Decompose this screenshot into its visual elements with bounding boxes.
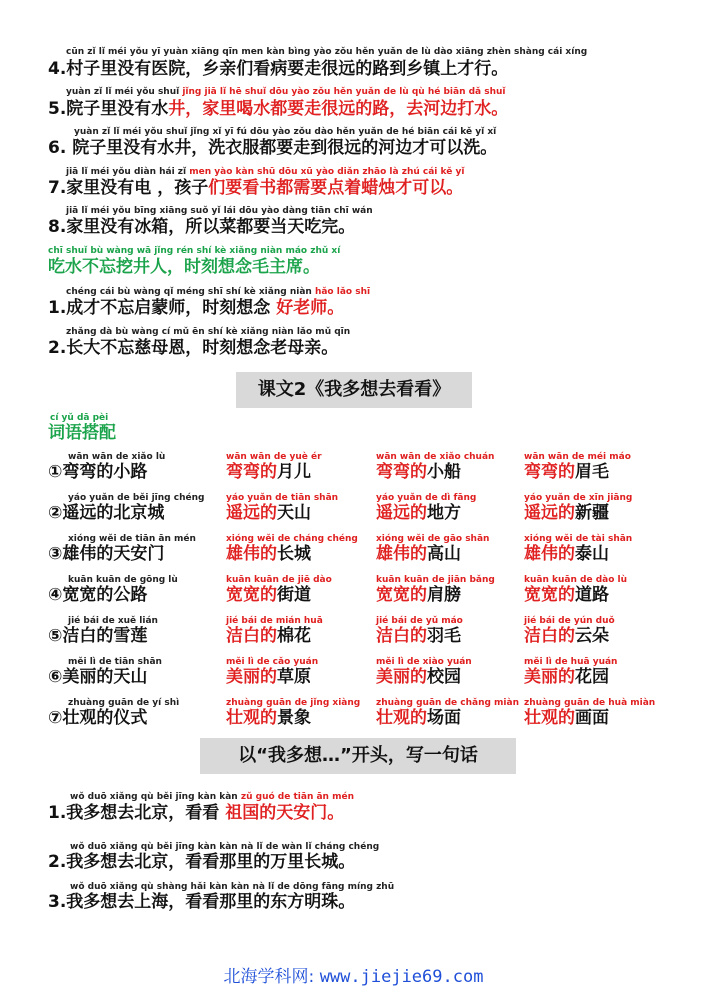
item-number: 3. [48,892,67,912]
pinyin: chéng cái bù wàng qǐ méng shī shí kè xiǎng niàn hǎo lǎo shī [66,287,371,297]
vocab-phrase [376,503,461,523]
vocab-pinyin: měi lì de cǎo yuán [226,657,319,667]
sentence-text: 院子里没有水 [66,99,169,119]
vocab-phrase [48,708,147,728]
phrase-modifier: 宽宽的 [524,585,575,605]
vocab-pinyin: xióng wěi de cháng chéng [226,534,358,544]
vocab-phrase [226,708,311,728]
vocab-pinyin: kuān kuān de gōng lù [68,575,178,585]
sentence-text: 长大不忘慈母恩，时刻想念老母亲。 [66,338,339,358]
phrase-noun: 场面 [427,708,461,728]
answer-text: 好老师。 [276,298,345,318]
vocab-pinyin: měi lì de huā yuán [524,657,618,667]
vocab-phrase [524,626,609,646]
phrase-modifier: 美丽的 [376,667,427,687]
pinyin: cūn zǐ lǐ méi yǒu yī yuàn xiāng qīn men kàn bìng yào zǒu hěn yuǎn de lù dào xiāng zhèn shàng cái xíng [66,47,588,57]
phrase-modifier: 洁白的 [524,626,575,646]
vocab-phrase [48,462,147,482]
phrase-noun: 校园 [427,667,461,687]
row-number: ② [48,503,63,523]
row-number: ⑤ [48,626,63,646]
vocab-phrase [376,462,461,482]
pinyin: yuàn zǐ lǐ méi yǒu shuǐ jǐng xǐ yī fú dōu yào zǒu dào hěn yuǎn de hé biān cái kě yǐ xǐ [74,127,497,137]
footer-site-link[interactable]: www.jiejie69.com [319,967,484,987]
item-number: 5. [48,99,67,119]
lesson-title-banner: 课文2《我多想去看看》 [236,372,472,408]
vocab-phrase [48,585,147,605]
vocab-pinyin: zhuàng guān de yí shì [68,698,180,708]
sentence-text: 我多想去北京，看看那里的万里长城。 [66,852,356,872]
vocab-phrase [48,667,147,687]
vocab-phrase [226,667,311,687]
phrase-text: 美丽的天山 [62,667,148,687]
item-number: 1. [48,298,67,318]
phrase-noun: 新疆 [575,503,609,523]
vocab-pinyin: wān wān de méi máo [524,452,631,462]
vocab-pinyin: yáo yuǎn de dì fāng [376,493,477,503]
vocab-phrase [524,503,609,523]
proverb-text: 吃水不忘挖井人，时刻想念毛主席。 [48,257,320,277]
sentence-text: 成才不忘启蒙师，时刻想念 [66,298,271,318]
phrase-text: 弯弯的小路 [62,462,148,482]
answer-text: 祖国的天安门。 [225,803,345,823]
vocab-pinyin: wān wān de xiǎo chuán [376,452,495,462]
phrase-modifier: 美丽的 [524,667,575,687]
sentence-banner: 以“我多想…”开头，写一句话 [200,738,516,774]
pinyin: wǒ duō xiǎng qù běi jīng kàn kàn zǔ guó de tiān ān mén [70,792,354,802]
phrase-noun: 地方 [427,503,461,523]
phrase-noun: 小船 [427,462,461,482]
phrase-modifier: 弯弯的 [226,462,277,482]
sentence-text: 我多想去北京，看看 [66,803,220,823]
phrase-noun: 花园 [575,667,609,687]
vocab-phrase [524,667,609,687]
phrase-modifier: 雄伟的 [524,544,575,564]
sentence-text: 家里没有冰箱，所以菜都要当天吃完。 [66,217,356,237]
proverb-pinyin: chī shuǐ bù wàng wā jǐng rén shí kè xiǎng niàn máo zhǔ xí [48,246,341,256]
phrase-modifier: 弯弯的 [376,462,427,482]
item-number: 2. [48,852,67,872]
vocab-phrase [48,544,164,564]
phrase-noun: 画面 [575,708,609,728]
phrase-modifier: 宽宽的 [226,585,277,605]
vocab-pinyin: wān wān de yuè ér [226,452,322,462]
vocab-pinyin: zhuàng guān de huà miàn [524,698,656,708]
vocab-pinyin: jié bái de yǔ máo [376,616,463,626]
pinyin: jiā lǐ méi yǒu bīng xiāng suǒ yǐ lái dōu yào dàng tiān chī wán [66,206,373,216]
vocab-pinyin: jié bái de xuě lián [68,616,158,626]
row-number: ① [48,462,63,482]
vocab-pinyin: zhuàng guān de jǐng xiàng [226,698,361,708]
pinyin: wǒ duō xiǎng qù běi jīng kàn kàn nà lǐ de wàn lǐ cháng chéng [70,842,380,852]
phrase-modifier: 宽宽的 [376,585,427,605]
item-number: 7. [48,178,67,198]
phrase-text: 宽宽的公路 [62,585,148,605]
vocab-phrase [376,626,461,646]
phrase-modifier: 遥远的 [376,503,427,523]
phrase-noun: 月儿 [277,462,311,482]
row-number: ⑦ [48,708,63,728]
sentence-text: 家里没有电 ，孩子 [66,178,209,198]
phrase-noun: 泰山 [575,544,609,564]
answer-text: 们要看书都需要点着蜡烛才可以。 [208,178,464,198]
vocab-phrase [524,708,609,728]
phrase-modifier: 遥远的 [524,503,575,523]
vocab-pinyin: yáo yuǎn de běi jīng chéng [68,493,205,503]
phrase-noun: 道路 [575,585,609,605]
phrase-noun: 云朵 [575,626,609,646]
item-number: 4. [48,59,67,79]
phrase-noun: 草原 [277,667,311,687]
vocab-pinyin: jié bái de yún duǒ [524,616,615,626]
vocab-pinyin: kuān kuān de jiān bǎng [376,575,495,585]
phrase-noun: 天山 [277,503,311,523]
item-number: 6. [48,138,67,158]
vocab-phrase [48,626,147,646]
phrase-noun: 长城 [277,544,311,564]
footer-name: 北海学科网: [223,967,315,987]
phrase-modifier: 壮观的 [226,708,277,728]
phrase-noun: 棉花 [277,626,311,646]
vocab-phrase [226,626,311,646]
vocab-title-pinyin: cí yǔ dā pèi [50,413,109,423]
vocab-phrase [226,503,311,523]
vocab-phrase [226,544,311,564]
phrase-noun: 街道 [277,585,311,605]
item-number: 8. [48,217,67,237]
phrase-modifier: 弯弯的 [524,462,575,482]
vocab-pinyin: jié bái de mián huā [226,616,323,626]
vocab-phrase [376,708,461,728]
vocab-phrase [524,462,609,482]
pinyin: jiā lǐ méi yǒu diàn hái zǐ men yào kàn shū dōu xū yào diǎn zhāo là zhú cái kě yǐ [66,167,465,177]
sentence-text: 我多想去上海，看看那里的东方明珠。 [66,892,356,912]
phrase-noun: 高山 [427,544,461,564]
vocab-phrase [524,544,609,564]
vocab-pinyin: zhuàng guān de chǎng miàn [376,698,519,708]
pinyin: wǒ duō xiǎng qù shàng hǎi kàn kàn nà lǐ de dōng fāng míng zhū [70,882,395,892]
phrase-modifier: 洁白的 [376,626,427,646]
phrase-text: 遥远的北京城 [62,503,165,523]
vocab-phrase [226,585,311,605]
phrase-modifier: 遥远的 [226,503,277,523]
phrase-modifier: 壮观的 [524,708,575,728]
phrase-modifier: 壮观的 [376,708,427,728]
item-number: 1. [48,803,67,823]
phrase-modifier: 洁白的 [226,626,277,646]
vocab-phrase [376,544,461,564]
phrase-noun: 肩膀 [427,585,461,605]
pinyin: zhǎng dà bù wàng cí mǔ ēn shí kè xiǎng niàn lǎo mǔ qīn [66,327,351,337]
vocab-phrase [226,462,311,482]
phrase-noun: 眉毛 [575,462,609,482]
phrase-text: 洁白的雪莲 [62,626,148,646]
phrase-text: 雄伟的天安门 [62,544,165,564]
phrase-modifier: 美丽的 [226,667,277,687]
row-number: ③ [48,544,63,564]
vocab-title: 词语搭配 [48,423,116,443]
footer [0,962,707,987]
vocab-pinyin: měi lì de xiào yuán [376,657,472,667]
pinyin: yuàn zǐ lǐ méi yǒu shuǐ jǐng jiā lǐ hē shuǐ dōu yào zǒu hěn yuǎn de lù qù hé biān dǎ shuǐ [66,87,506,97]
phrase-noun: 羽毛 [427,626,461,646]
sentence-text: 院子里没有水井，洗衣服都要走到很远的河边才可以洗。 [66,138,498,158]
phrase-text: 壮观的仪式 [62,708,148,728]
vocab-pinyin: kuān kuān de dào lù [524,575,628,585]
phrase-noun: 景象 [277,708,311,728]
item-number: 2. [48,338,67,358]
vocab-phrase [48,503,164,523]
vocab-pinyin: yáo yuǎn de tiān shān [226,493,339,503]
row-number: ⑥ [48,667,63,687]
vocab-pinyin: xióng wěi de tài shān [524,534,633,544]
vocab-pinyin: wān wān de xiǎo lù [68,452,166,462]
row-number: ④ [48,585,63,605]
vocab-pinyin: yáo yuǎn de xīn jiāng [524,493,633,503]
phrase-modifier: 雄伟的 [226,544,277,564]
vocab-phrase [524,585,609,605]
vocab-pinyin: xióng wěi de gāo shān [376,534,490,544]
vocab-phrase [376,585,461,605]
vocab-phrase [376,667,461,687]
answer-text: 井，家里喝水都要走很远的路，去河边打水。 [168,99,509,119]
vocab-pinyin: xióng wěi de tiān ān mén [68,534,196,544]
vocab-pinyin: kuān kuān de jiē dào [226,575,332,585]
phrase-modifier: 雄伟的 [376,544,427,564]
vocab-pinyin: měi lì de tiān shān [68,657,162,667]
sentence-text: 村子里没有医院，乡亲们看病要走很远的路到乡镇上才行。 [66,59,509,79]
